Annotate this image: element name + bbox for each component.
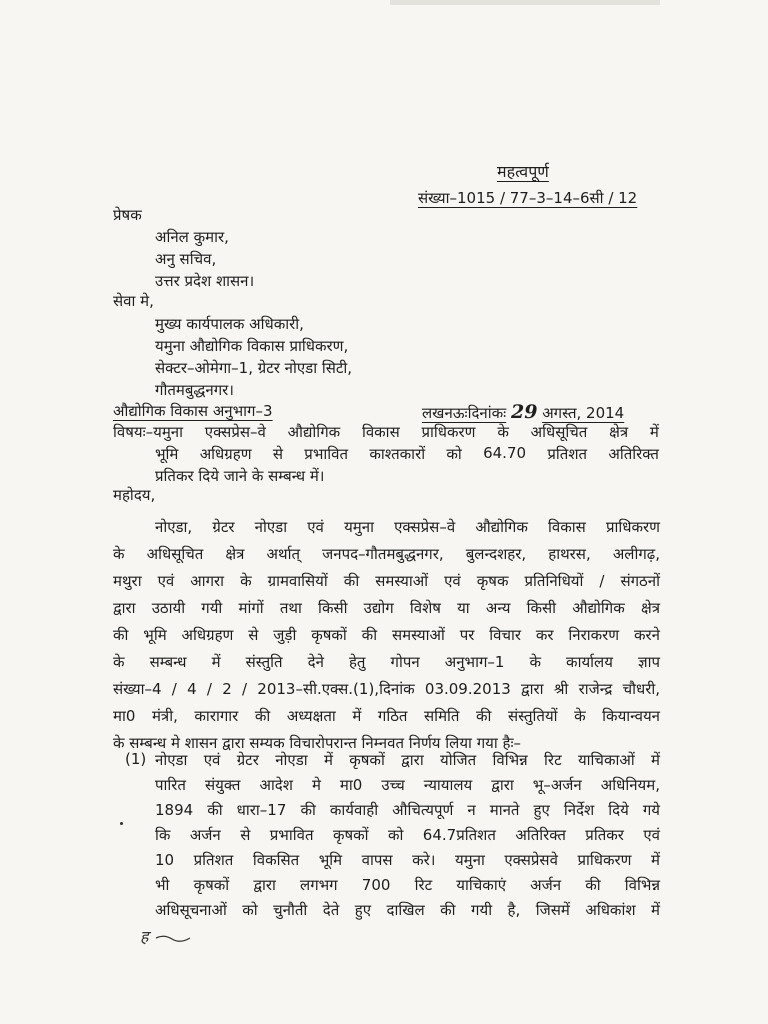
date-month-year: अगस्त, 2014 [542,404,625,422]
point-1-line-5: 10 प्रतिशत विकसित भूमि वापस करे। यमुना एक्सप्रेसवे प्राधिकरण में [155,851,660,869]
handwritten-initials [140,925,194,947]
body-line-1: नोएडा, ग्रेटर नोएडा एवं यमुना एक्सप्रेस–वे औद्योगिक विकास प्राधिकरण [155,518,660,536]
scan-edge-mark [390,0,660,5]
salutation: महोदय, [113,486,156,504]
recipient-line-4: गौतमबुद्धनगर। [155,381,234,399]
body-line-2: के अधिसूचित क्षेत्र अर्थात् जनपद–गौतमबुद्धनगर, बुलन्दशहर, हाथरस, अलीगढ़, [113,545,660,563]
date-day-handwritten: 29 [510,401,538,423]
point-1-line-6: भी कृषकों द्वारा लगभग 700 रिट याचिकाएं अर्जन की विभिन्न [155,876,660,894]
recipient-label: सेवा मे, [113,292,154,310]
point-1-line-2: पारित संयुक्त आदेश मे मा0 उच्च न्यायालय द्वारा भू–अर्जन अधिनियम, [155,776,660,794]
department-section: औद्योगिक विकास अनुभाग–3 [113,402,273,420]
point-1-line-1: नोएडा एवं ग्रेटर नोएडा में कृषकों द्वारा योजित विभिन्न रिट याचिकाओं में [155,751,660,769]
recipient-line-2: यमुना औद्योगिक विकास प्राधिकरण, [155,337,349,355]
importance-heading: महत्वपूर्ण [497,162,549,181]
subject-line-1: विषयः–यमुना एक्सप्रेस–वे औद्योगिक विकास प्राधिकरण के अधिसूचित क्षेत्र में [113,423,659,441]
point-1-line-4: कि अर्जन से प्रभावित कृषकों को 64.7प्रतिशत अतिरिक्त प्रतिकर एवं [155,826,660,844]
initials-text: ह [140,927,149,946]
sender-designation: अनु सचिव, [155,250,217,268]
date-line [422,401,624,423]
recipient-line-1: मुख्य कार्यपालक अधिकारी, [155,315,304,333]
point-1-number: (1) [125,750,147,768]
body-line-5: की भूमि अधिग्रहण से जुड़ी कृषकों की समस्याओं पर विचार कर निराकरण करने [113,626,660,644]
body-line-6: के सम्बन्ध में संस्तुति देने हेतु गोपन अनुभाग–1 के कार्यालय ज्ञाप [113,653,660,671]
recipient-line-3: सेक्टर–ओमेगा–1, ग्रेटर नोएडा सिटी, [155,359,353,377]
body-line-4: द्वारा उठायी गयी मांगों तथा किसी उद्योग विशेष या अन्य किसी औद्योगिक क्षेत्र [113,599,660,617]
sender-name: अनिल कुमार, [155,228,229,246]
body-line-3: मथुरा एवं आगरा के ग्रामवासियों की समस्याओं एवं कृषक प्रतिनिधियों / संगठनों [113,572,660,590]
point-1-line-7: अधिसूचनाओं को चुनौती देते हुए दाखिल की गयी है, जिसमें अधिकांश में [155,901,660,919]
sender-office: उत्तर प्रदेश शासन। [155,272,255,290]
body-line-9: के सम्बन्ध मे शासन द्वारा सम्यक विचारोपरान्त निम्नवत निर्णय लिया गया हैः– [113,734,521,752]
sender-label: प्रेषक [113,206,142,224]
stray-dot-mark [120,822,123,825]
subject-line-3: प्रतिकर दिये जाने के सम्बन्ध में। [155,467,325,485]
point-1-line-3: 1894 की धारा–17 की कार्यवाही औचित्यपूर्ण न मानते हुए निर्देश दिये गये [155,801,660,819]
subject-line-2: भूमि अधिग्रहण से प्रभावित काश्तकारों को 64.70 प्रतिशत अतिरिक्त [155,444,659,463]
body-line-7: संख्या–4 / 4 / 2 / 2013–सी.एक्स.(1),दिनांक 03.09.2013 द्वारा श्री राजेन्द्र चौधरी, [113,680,660,698]
initials-stroke [154,932,194,944]
reference-number: संख्या–1015 / 77–3–14–6सी / 12 [418,189,638,207]
place-date-label: लखनऊःदिनांकः [422,404,507,422]
body-line-8: मा0 मंत्री, कारागार की अध्यक्षता में गठित समिति की संस्तुतियों के कियान्वयन [113,707,660,725]
